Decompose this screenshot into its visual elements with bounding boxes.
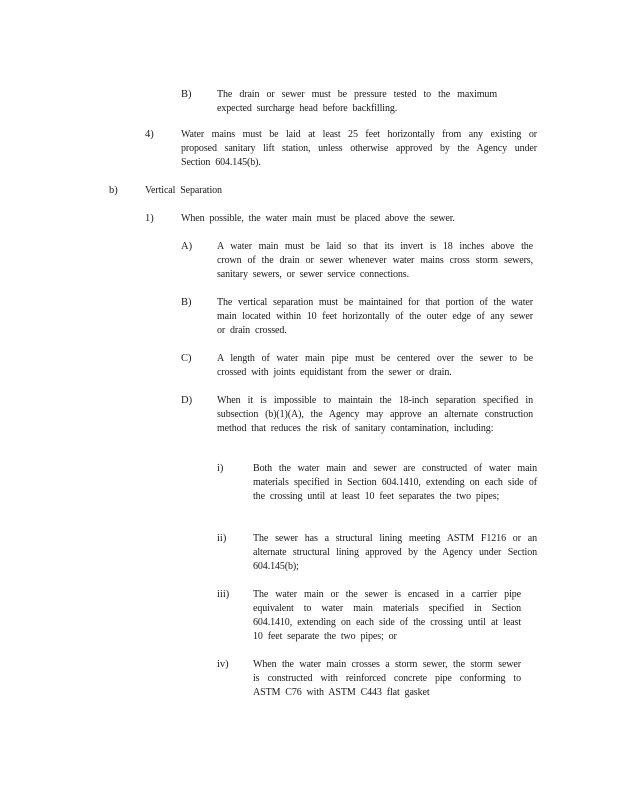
item-text-1d: When it is impossible to maintain the 18-inch separation specified in subsection (b)(1)(A), the Agency may approve an alternate construction method that reduces the risk of sanitary contamination, including:	[217, 395, 533, 434]
section-heading-vertical-separation: Vertical Separation	[145, 185, 222, 196]
item-label-1b: B)	[181, 297, 192, 308]
item-label-1: 1)	[145, 213, 154, 224]
item-text-1b: The vertical separation must be maintained for that portion of the water main located within 10 feet horizontally of the outer edge of any sewer or drain crossed.	[217, 297, 533, 336]
section-label-b: b)	[109, 185, 118, 196]
item-label-iii: iii)	[217, 589, 230, 600]
item-label-1d: D)	[181, 395, 193, 406]
item-label-i: i)	[217, 463, 224, 474]
item-label-4: 4)	[145, 129, 154, 140]
item-text-b-pressure: The drain or sewer must be pressure tested to the maximum expected surcharge head before backfilling.	[217, 89, 497, 114]
item-label-iv: iv)	[217, 659, 229, 670]
item-label-1a: A)	[181, 241, 193, 252]
item-label-b-pressure: B)	[181, 89, 192, 100]
item-text-ii: The sewer has a structural lining meeting ASTM F1216 or an alternate structural lining approved by the Agency under Section 604.145(b);	[253, 533, 537, 572]
item-text-1a: A water main must be laid so that its invert is 18 inches above the crown of the drain or sewer whenever water mains cross storm sewers, sanitary sewers, or sewer service connections.	[217, 241, 533, 280]
item-text-iv: When the water main crosses a storm sewer, the storm sewer is constructed with reinforced concrete pipe conforming to ASTM C76 with ASTM C443 flat gasket	[253, 659, 521, 698]
item-label-1c: C)	[181, 353, 192, 364]
item-text-1c: A length of water main pipe must be centered over the sewer to be crossed with joints equidistant from the sewer or drain.	[217, 353, 533, 378]
item-text-4: Water mains must be laid at least 25 feet horizontally from any existing or proposed sanitary lift station, unless otherwise approved by the Agency under Section 604.145(b).	[181, 129, 537, 168]
item-text-iii: The water main or the sewer is encased in a carrier pipe equivalent to water main materials specified in Section 604.1410, extending on each side of the crossing until at least 10 feet separate the two pipes; or	[253, 589, 521, 642]
item-label-ii: ii)	[217, 533, 227, 544]
item-text-1: When possible, the water main must be placed above the sewer.	[181, 213, 455, 224]
item-text-i: Both the water main and sewer are constructed of water main materials specified in Section 604.1410, extending on each side of the crossing until at least 10 feet separates the two pipes;	[253, 463, 537, 502]
